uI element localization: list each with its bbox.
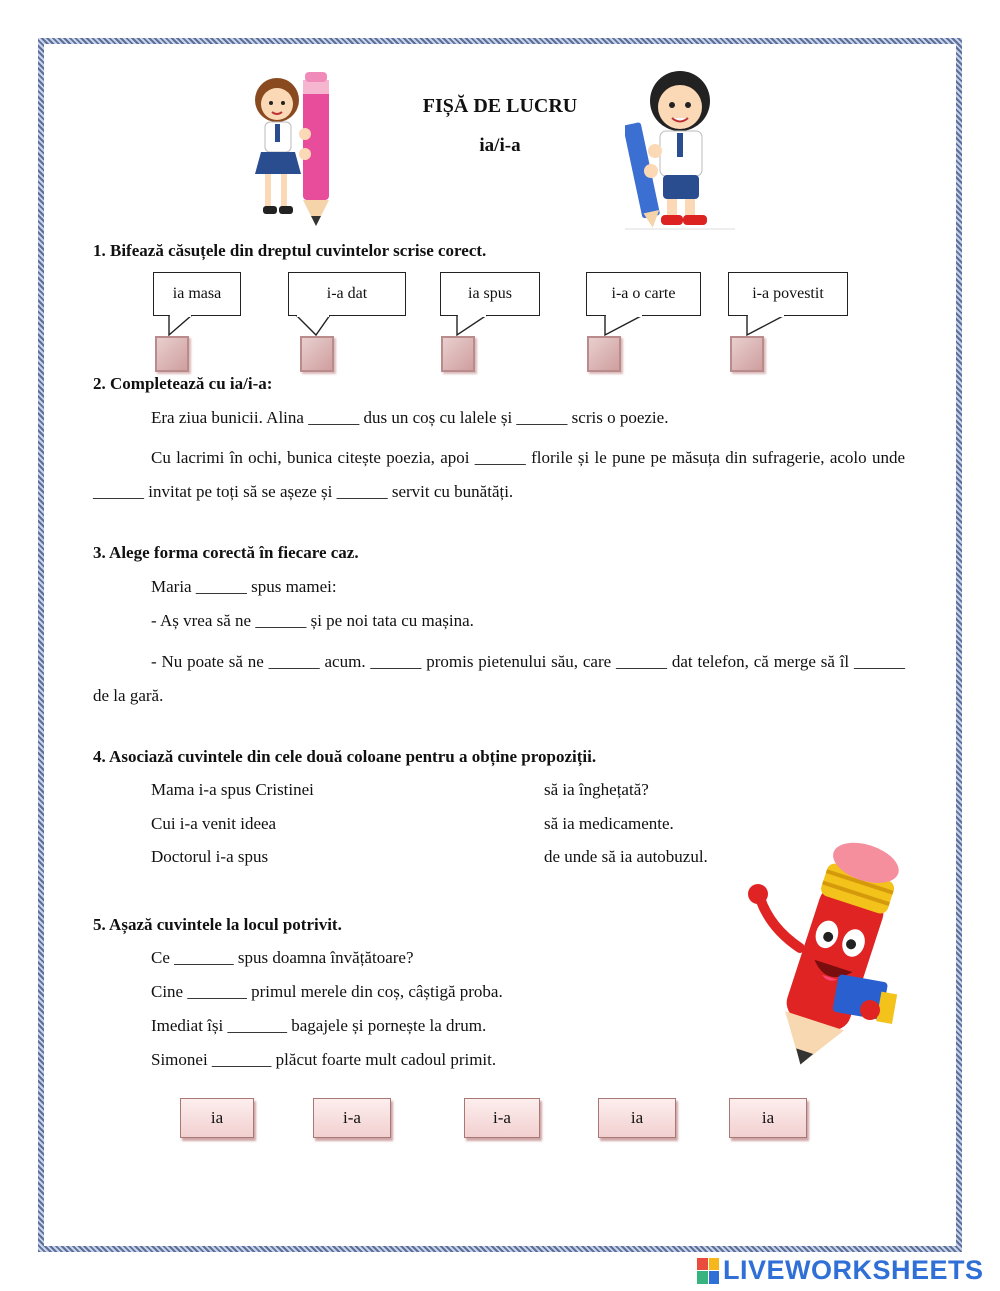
bubble-tail-icon [168,315,198,337]
left-column-item-2[interactable]: Cui i-a venit ideea [151,814,277,833]
right-column-item-2[interactable]: să ia medicamente. [544,814,674,833]
checkbox-option-3[interactable] [441,336,475,372]
option-label: i-a dat [326,285,368,302]
draggable-word-4[interactable]: ia [598,1098,676,1138]
exercise-3-line-1: Maria ______ spus mamei: [151,577,337,596]
exercise-2-line-1: Era ziua bunicii. Alina ______ dus un coș cu lalele și ______ scris o poezie. [151,408,669,427]
checkbox-option-2[interactable] [300,336,334,372]
draggable-word-5[interactable]: ia [729,1098,807,1138]
checkbox-option-5[interactable] [730,336,764,372]
exercise-5-heading: 5. Așază cuvintele la locul potrivit. [93,915,342,934]
option-label: i-a povestit [752,285,824,302]
exercise-4-heading: 4. Asociază cuvintele din cele două coloane pentru a obține propoziții. [93,747,597,766]
speech-bubble-option-2 [288,272,406,316]
option-label: i-a o carte [611,285,676,302]
right-column-item-3[interactable]: de unde să ia autobuzul. [544,847,708,866]
speech-bubble-option-4 [586,272,701,316]
exercise-3-paragraph: - Nu poate să ne ______ acum. ______ promis pietenului său, care ______ dat telefon, că merge să îl ______ de la gară. [93,652,905,705]
exercise-3-heading: 3. Alege forma corectă în fiecare caz. [93,543,359,562]
option-label: ia masa [172,285,222,302]
bubble-tail-icon [294,315,334,337]
exercise-5-sentence-3: Imediat își _______ bagajele și pornește la drum. [151,1016,487,1035]
option-label: ia spus [468,285,512,302]
exercise-5-sentence-2: Cine _______ primul merele din coș, câștigă proba. [151,982,503,1001]
red-pencil-mascot-illustration [740,838,915,1074]
speech-bubble-option-5 [728,272,848,316]
exercise-5-sentence-1: Ce _______ spus doamna învățătoare? [151,948,414,967]
bubble-tail-icon [739,315,789,337]
draggable-word-1[interactable]: ia [180,1098,254,1138]
liveworksheets-logo [697,1255,984,1286]
page-subtitle: ia/i-a [479,135,521,156]
exercise-1-heading: 1. Bifează căsuțele din dreptul cuvintelor scrise corect. [93,241,487,260]
draggable-word-3[interactable]: i-a [464,1098,540,1138]
draggable-word-2[interactable]: i-a [313,1098,391,1138]
bubble-tail-icon [451,315,491,337]
liveworksheets-wordmark: LIVEWORKSHEETS [723,1255,984,1285]
liveworksheets-mark-icon [697,1258,719,1284]
exercise-2-heading: 2. Completează cu ia/i-a: [93,374,273,393]
left-column-item-1[interactable]: Mama i-a spus Cristinei [151,780,314,799]
checkbox-option-4[interactable] [587,336,621,372]
left-column-item-3[interactable]: Doctorul i-a spus [151,847,269,866]
speech-bubble-option-1 [153,272,241,316]
checkbox-option-1[interactable] [155,336,189,372]
page-title: FIȘĂ DE LUCRU [422,95,578,117]
exercise-2-paragraph: Cu lacrimi în ochi, bunica citește poezia, apoi ______ florile și le pune pe măsuța din sufragerie, acolo unde ______ invitat pe toți să se așeze și ______ servit cu bunătăți. [93,448,905,501]
bubble-tail-icon [597,315,647,337]
speech-bubble-option-3 [440,272,540,316]
exercise-5-sentence-4: Simonei _______ plăcut foarte mult cadoul primit. [151,1050,497,1069]
exercise-3-line-2: - Aș vrea să ne ______ și pe noi tata cu mașina. [151,611,474,630]
right-column-item-1[interactable]: să ia înghețată? [544,780,649,799]
